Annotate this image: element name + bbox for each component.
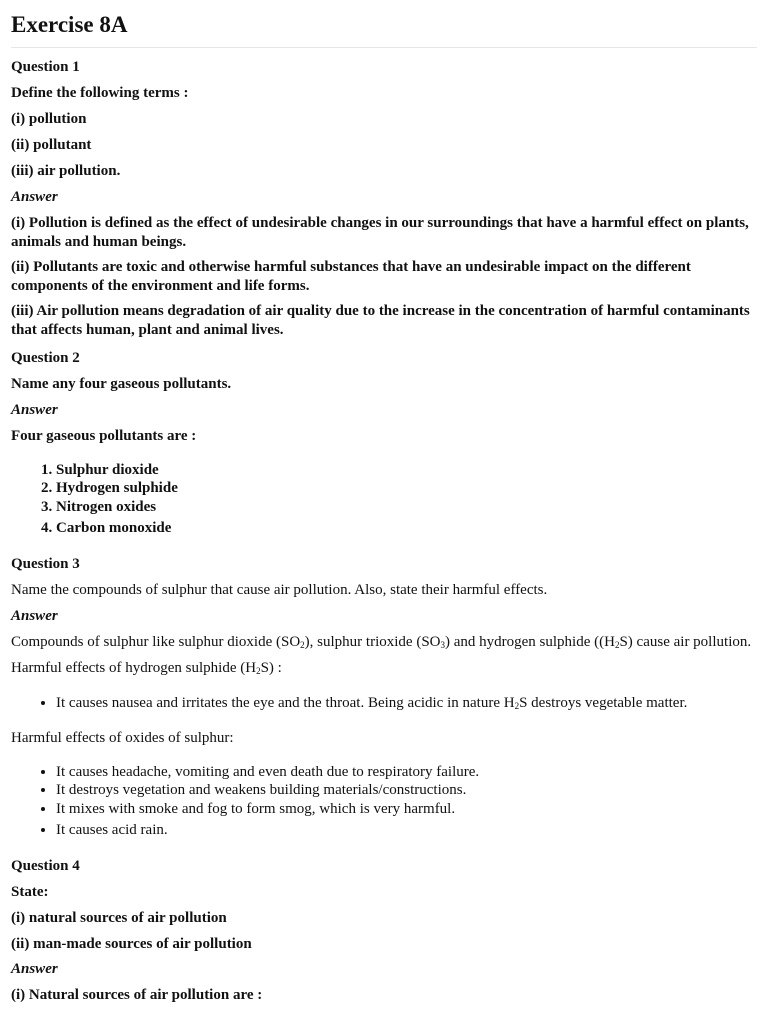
question-4-prompt: State:: [11, 884, 49, 900]
h2s-effects-list: [11, 693, 757, 714]
question-1-answer-3: (iii) Air pollution means degradation of air quality due to the increase in the concentration of harmful contaminants that affects human, plant and animal lives.: [11, 303, 750, 338]
question-1-term-1: (i) pollution: [11, 111, 87, 127]
question-2-prompt: Name any four gaseous pollutants.: [11, 376, 232, 392]
question-1-answer-label: Answer: [11, 189, 58, 205]
question-1-prompt: Define the following terms :: [11, 85, 189, 101]
oxides-effects-heading: Harmful effects of oxides of sulphur:: [11, 730, 234, 746]
question-1-term-2: (ii) pollutant: [11, 137, 92, 153]
question-1-term-3: (iii) air pollution.: [11, 163, 121, 179]
list-item: • It causes nausea and irritates the eye and the throat. Being acidic in nature $H_2S$ destroys vegetable matter.: [56, 693, 757, 714]
question-3-answer-label: Answer: [11, 608, 58, 624]
list-item: 4. Carbon monoxide: [56, 518, 757, 539]
list-item: 3. Nitrogen oxides: [56, 497, 757, 518]
question-4-item-1: (i) natural sources of air pollution: [11, 910, 227, 926]
oxides-effects-list: [11, 763, 757, 841]
question-1-answer-1: (i) Pollution is defined as the effect of undesirable changes in our surroundings that have a harmful effect on plants, animals and human beings.: [11, 215, 749, 250]
question-4-item-2: (ii) man-made sources of air pollution: [11, 936, 252, 952]
question-4-answer-label: Answer: [11, 961, 58, 977]
list-item: • It causes headache, vomiting and even death due to respiratory failure.: [56, 763, 757, 781]
question-2-answer-intro: Four gaseous pollutants are :: [11, 428, 197, 444]
question-3-compounds-text: Compounds of sulphur like sulphur dioxide $(SO_2)$, sulphur trioxide $(SO_3)$ and hydrogen sulphide ($(H_2S)$ cause air pollution.: [11, 634, 752, 650]
question-4-answer-1: (i) Natural sources of air pollution are :: [11, 987, 263, 1003]
list-item: • It causes acid rain.: [56, 820, 757, 841]
page-title: Exercise 8A: [11, 0, 757, 48]
gaseous-pollutants-list: [11, 461, 757, 539]
question-3-prompt: Name the compounds of sulphur that cause air pollution. Also, state their harmful effects.: [11, 582, 548, 598]
list-item: 2. Hydrogen sulphide: [56, 479, 757, 497]
question-3-heading: Question 3: [11, 556, 80, 572]
list-item: • It mixes with smoke and fog to form smog, which is very harmful.: [56, 799, 757, 820]
question-1-heading: Question 1: [11, 59, 80, 75]
question-2-answer-label: Answer: [11, 402, 58, 418]
question-1-answer-2: (ii) Pollutants are toxic and otherwise harmful substances that have an undesirable impact on the different components of the environment and life forms.: [11, 259, 691, 294]
question-2-heading: Question 2: [11, 350, 80, 366]
list-item: • It destroys vegetation and weakens building materials/constructions.: [56, 781, 757, 799]
question-4-heading: Question 4: [11, 858, 80, 874]
list-item: 1. Sulphur dioxide: [56, 461, 757, 479]
h2s-effects-heading: Harmful effects of hydrogen sulphide $(H_2S)$ :: [11, 660, 282, 676]
